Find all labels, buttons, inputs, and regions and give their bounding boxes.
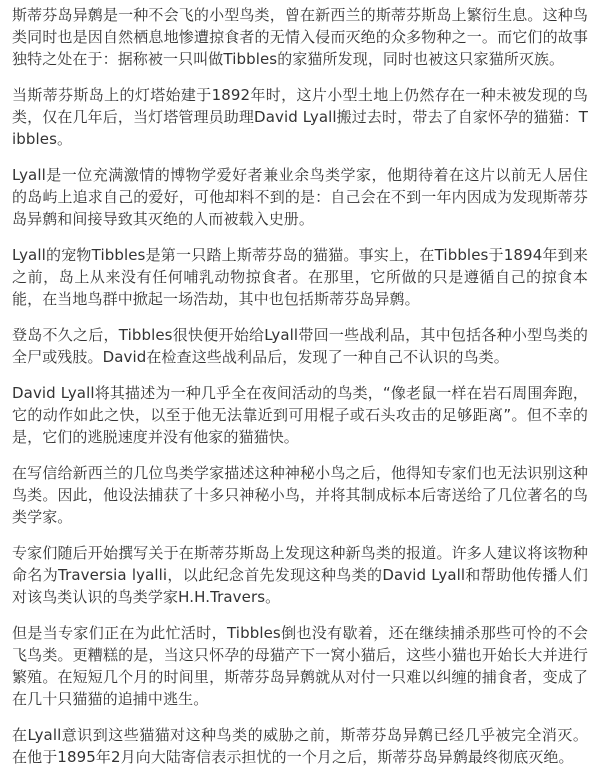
paragraph-specimens: 在写信给新西兰的几位鸟类学家描述这种神秘小鸟之后，他得知专家们也无法识别这种鸟类。因此，他设法捕获了十多只神秘小鸟，并将其制成标本后寄送给了几位著名的鸟类学家。 bbox=[12, 464, 588, 526]
paragraph-trophies: 登岛不久之后，Tibbles很快便开始给Lyall带回一些战利品，其中包括各种小型鸟类的全尸或残肢。David在检查这些战利品后，发现了一种自己不认识的鸟类。 bbox=[12, 326, 588, 366]
paragraph-tibbles-arrival: Lyall的宠物Tibbles是第一只踏上斯蒂芬岛的猫猫。事实上，在Tibbles于1894年到来之前，岛上从来没有任何哺乳动物掠食者。在那里，它所做的只是遵循自己的掠食本能，在当地鸟群中掀起一场浩劫，其中也包括斯蒂芬岛异鹩。 bbox=[12, 246, 588, 308]
paragraph-intro: 斯蒂芬岛异鹩是一种不会飞的小型鸟类，曾在新西兰的斯蒂芬斯岛上繁衍生息。这种鸟类同时也是因自然栖息地惨遭掠食者的无情入侵而灭绝的众多物种之一。而它们的故事独特之处在于：据称被一只叫做Tibbles的家猫所发现，同时也被这只家猫所灭族。 bbox=[12, 6, 588, 68]
paragraph-extinction: 在Lyall意识到这些猫猫对这种鸟类的威胁之前，斯蒂芬岛异鹩已经几乎被完全消灭。在他于1895年2月向大陆寄信表示担忧的一个月之后，斯蒂芬岛异鹩最终彻底灭绝。 bbox=[12, 726, 588, 766]
paragraph-lyall-naturalist: Lyall是一位充满激情的博物学爱好者兼业余鸟类学家，他期待着在这片以前无人居住的岛屿上追求自己的爱好，可他却料不到的是：自己会在不到一年内因成为发现斯蒂芬岛异鹩和间接导致其灭绝的人而被载入史册。 bbox=[12, 166, 588, 228]
paragraph-naming: 专家们随后开始撰写关于在斯蒂芬斯岛上发现这种新鸟类的报道。许多人建议将该物种命名为Traversia lyalli，以此纪念首先发现这种鸟类的David Lyall和帮助他传播人们对该鸟类认识的鸟类学家H.H.Travers。 bbox=[12, 544, 588, 606]
paragraph-kittens: 但是当专家们正在为此忙活时，Tibbles倒也没有歇着，还在继续捕杀那些可怜的不会飞鸟类。更糟糕的是，当这只怀孕的母猫产下一窝小猫后，这些小猫也开始长大并进行繁殖。在短短几个月的时间里，斯蒂芬岛异鹩就从对付一只难以纠缠的捕食者，变成了在几十只猫猫的追捕中逃生。 bbox=[12, 624, 588, 708]
paragraph-lighthouse: 当斯蒂芬斯岛上的灯塔始建于1892年时，这片小型土地上仍然存在一种未被发现的鸟类，仅在几年后，当灯塔管理员助理David Lyall搬过去时，带去了自家怀孕的猫猫：Tibbles。 bbox=[12, 86, 588, 148]
paragraph-description: David Lyall将其描述为一种几乎全在夜间活动的鸟类，“像老鼠一样在岩石周围奔跑，它的动作如此之快，以至于他无法靠近到可用棍子或石头攻击的足够距离”。但不幸的是，它们的逃脱速度并没有他家的猫猫快。 bbox=[12, 384, 588, 446]
